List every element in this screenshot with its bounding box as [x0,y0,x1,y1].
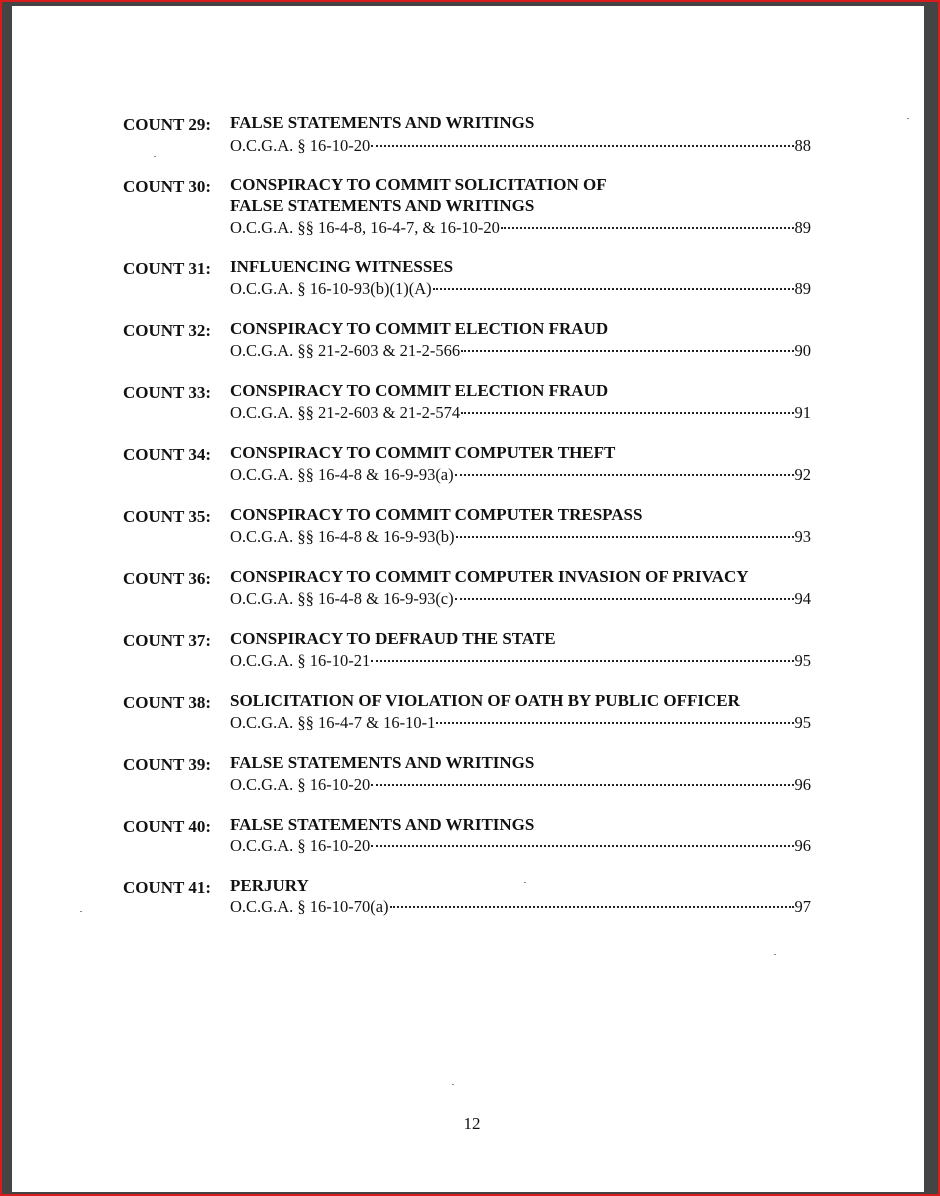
count-label: COUNT 39: [123,755,211,774]
dot-leader [371,660,793,662]
count-label: COUNT 30: [123,177,211,196]
toc-page-number: 93 [794,527,811,546]
count-label: COUNT 34: [123,445,211,464]
statute-reference-line [230,775,811,795]
count-title: CONSPIRACY TO COMMIT SOLICITATION OF [230,175,607,194]
toc-page-number: 88 [794,136,811,155]
statute-reference: O.C.G.A. §§ 16-4-7 & 16-10-1 [230,713,436,732]
count-title: CONSPIRACY TO COMMIT COMPUTER TRESPASS [230,505,643,524]
count-title: CONSPIRACY TO COMMIT ELECTION FRAUD [230,381,609,400]
statute-reference-line [230,713,811,733]
statute-reference-line [230,651,811,671]
dot-leader [371,784,793,786]
count-title: FALSE STATEMENTS AND WRITINGS [230,113,535,132]
toc-page-number: 89 [794,279,811,298]
statute-reference-line [230,589,811,609]
count-label: COUNT 35: [123,507,211,526]
dot-leader [455,598,794,600]
scan-speck [80,911,82,912]
count-label: COUNT 33: [123,383,211,402]
statute-reference-line [230,465,811,485]
scan-speck [154,156,156,157]
count-title: CONSPIRACY TO COMMIT COMPUTER THEFT [230,443,616,462]
count-label: COUNT 37: [123,631,211,650]
count-label: COUNT 40: [123,817,211,836]
dot-leader [501,227,794,229]
toc-page-number: 97 [794,897,811,916]
document-page [12,6,924,1192]
dot-leader [455,474,794,476]
statute-reference-line [230,836,811,856]
statute-reference: O.C.G.A. § 16-10-20 [230,775,371,794]
statute-reference-line [230,403,811,423]
toc-page-number: 89 [794,218,811,237]
toc-page-number: 96 [794,775,811,794]
count-label: COUNT 29: [123,115,211,134]
count-label: COUNT 31: [123,259,211,278]
scan-speck [907,118,909,119]
statute-reference: O.C.G.A. § 16-10-93(b)(1)(A) [230,279,432,298]
statute-reference: O.C.G.A. § 16-10-21 [230,651,371,670]
count-title: CONSPIRACY TO COMMIT COMPUTER INVASION OF PRIVACY [230,567,749,586]
statute-reference-line [230,218,811,238]
toc-page-number: 96 [794,836,811,855]
toc-page-number: 90 [794,341,811,360]
toc-page-number: 94 [794,589,811,608]
count-label: COUNT 32: [123,321,211,340]
dot-leader [461,350,793,352]
toc-page-number: 92 [794,465,811,484]
statute-reference: O.C.G.A. §§ 21-2-603 & 21-2-566 [230,341,461,360]
count-label: COUNT 36: [123,569,211,588]
dot-leader [371,145,793,147]
statute-reference: O.C.G.A. § 16-10-20 [230,836,371,855]
count-title: SOLICITATION OF VIOLATION OF OATH BY PUBLIC OFFICER [230,691,740,710]
statute-reference: O.C.G.A. § 16-10-70(a) [230,897,389,916]
count-label: COUNT 41: [123,878,211,897]
count-title-continued: FALSE STATEMENTS AND WRITINGS [230,196,535,215]
dot-leader [433,288,794,290]
dot-leader [461,412,793,414]
statute-reference-line [230,527,811,547]
count-title: INFLUENCING WITNESSES [230,257,454,276]
count-title: CONSPIRACY TO COMMIT ELECTION FRAUD [230,319,609,338]
statute-reference-line [230,136,811,156]
statute-reference: O.C.G.A. §§ 16-4-8 & 16-9-93(c) [230,589,454,608]
count-title: PERJURY [230,876,309,895]
statute-reference-line [230,279,811,299]
statute-reference: O.C.G.A. §§ 21-2-603 & 21-2-574 [230,403,461,422]
count-label: COUNT 38: [123,693,211,712]
statute-reference-line [230,341,811,361]
count-title: FALSE STATEMENTS AND WRITINGS [230,815,535,834]
count-title: FALSE STATEMENTS AND WRITINGS [230,753,535,772]
scan-speck [524,882,526,883]
statute-reference: O.C.G.A. § 16-10-20 [230,136,371,155]
statute-reference: O.C.G.A. §§ 16-4-8 & 16-9-93(a) [230,465,454,484]
toc-page-number: 91 [794,403,811,422]
statute-reference: O.C.G.A. §§ 16-4-8, 16-4-7, & 16-10-20 [230,218,500,237]
count-title: CONSPIRACY TO DEFRAUD THE STATE [230,629,556,648]
dot-leader [371,845,793,847]
toc-page-number: 95 [794,713,811,732]
statute-reference-line [230,897,811,917]
scan-speck [452,1084,454,1085]
dot-leader [436,722,793,724]
toc-page-number: 95 [794,651,811,670]
page-footer-number: 12 [463,1114,481,1133]
scan-speck [774,954,776,955]
dot-leader [390,906,794,908]
dot-leader [456,536,794,538]
statute-reference: O.C.G.A. §§ 16-4-8 & 16-9-93(b) [230,527,455,546]
